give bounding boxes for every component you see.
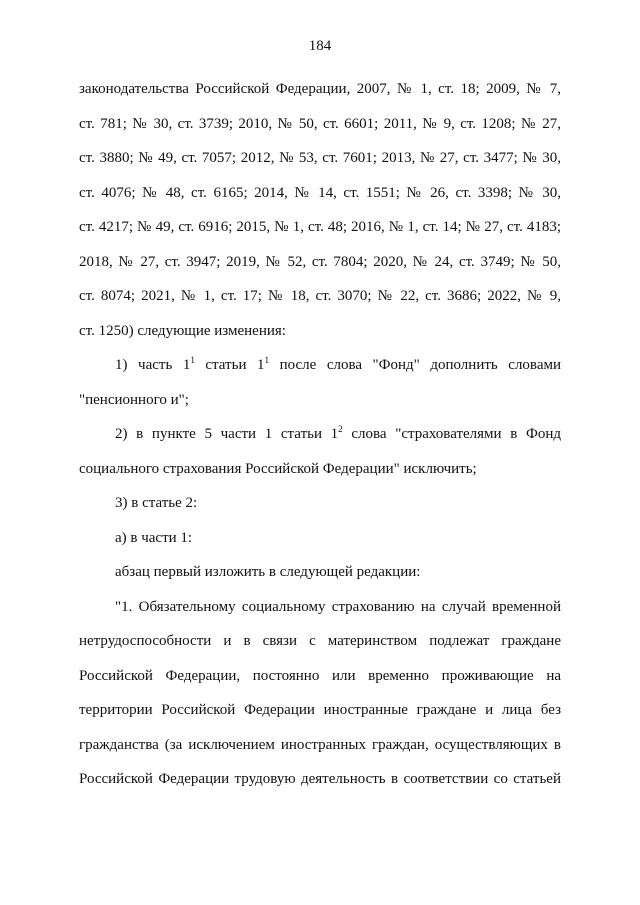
text-line: законодательства Российской Федерации, 2007, № 1, ст. 18; 2009, № 7, — [79, 81, 561, 97]
amendment-item-1-continuation: "пенсионного и"; — [79, 391, 189, 408]
text-line: ст. 781; № 30, ст. 3739; 2010, № 50, ст. 6601; 2011, № 9, ст. 1208; № 27, — [79, 115, 561, 132]
item-1-rest: после слова "Фонд" дополнить словами — [269, 357, 561, 373]
text-line: ст. 4076; № 48, ст. 6165; 2014, № 14, ст. 1551; № 26, ст. 3398; № 30, — [79, 184, 561, 201]
amendment-item-2 — [79, 417, 561, 452]
text-line: ст. 8074; 2021, № 1, ст. 17; № 18, ст. 3070; № 22, ст. 3686; 2022, № 9, — [79, 288, 561, 304]
item-2-rest: слова "страхователями в Фонд — [342, 426, 562, 442]
amendment-item-3: 3) в статье 2: — [115, 495, 198, 511]
superscript: 1 — [190, 355, 195, 365]
quote-line: территории Российской Федерации иностранные граждане и лица без — [79, 702, 561, 718]
amendment-item-1 — [79, 348, 561, 383]
quote-line: "1. Обязательному социальному страхованию на случай временной — [115, 598, 561, 615]
document-body — [79, 72, 561, 797]
quote-line: Российской Федерации, постоянно или временно проживающие на — [79, 667, 561, 684]
sub-item-a: а) в части 1: — [115, 529, 193, 546]
superscript: 1 — [264, 355, 270, 365]
item-2-prefix: 2) в пункте 5 части 1 статьи 1 — [115, 426, 339, 442]
text-line: ст. 1250) следующие изменения: — [79, 322, 286, 339]
item-1-prefix: 1) часть 1 — [115, 357, 191, 373]
quote-line: Российской Федерации трудовую деятельность в соответствии со статьей — [79, 771, 561, 787]
item-1-mid: статьи 1 — [194, 357, 265, 373]
quote-line: гражданства (за исключением иностранных граждан, осуществляющих в — [79, 736, 561, 753]
superscript: 2 — [338, 424, 343, 434]
page-number: 184 — [308, 38, 332, 54]
amendment-item-2-continuation: социального страхования Российской Федерации" исключить; — [79, 460, 477, 477]
quote-line: нетрудоспособности и в связи с материнством подлежат граждане — [79, 633, 561, 649]
text-line: ст. 4217; № 49, ст. 6916; 2015, № 1, ст. 48; 2016, № 1, ст. 14; № 27, ст. 4183; — [79, 219, 561, 235]
text-line: 2018, № 27, ст. 3947; 2019, № 52, ст. 7804; 2020, № 24, ст. 3749; № 50, — [79, 253, 561, 270]
text-line: ст. 3880; № 49, ст. 7057; 2012, № 53, ст. 7601; 2013, № 27, ст. 3477; № 30, — [79, 150, 561, 166]
paragraph-instruction: абзац первый изложить в следующей редакции: — [115, 564, 421, 580]
